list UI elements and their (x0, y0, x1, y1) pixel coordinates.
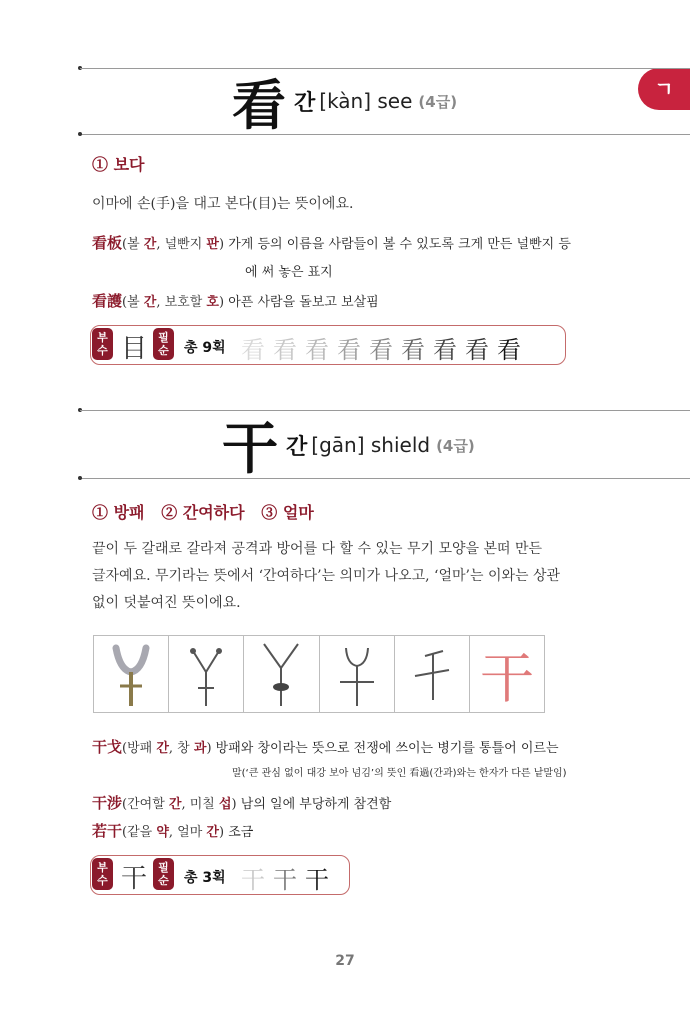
word-gloss: (볼 간, 보호할 호) (122, 295, 225, 310)
page-number: 27 (335, 953, 355, 969)
word-hanja: 看護 (92, 292, 123, 310)
stroke-order-badge: 필 순 (153, 328, 174, 360)
word-hanja: 看板 (92, 234, 123, 252)
evolution-stage-4 (320, 636, 395, 712)
entry1-stroke-sequence (240, 330, 522, 365)
rule-dot (78, 132, 82, 136)
stroke-step: 看 (241, 336, 265, 364)
brush-glyph-icon (395, 636, 469, 712)
entry2-word-1-cont: 말(‘큰 관심 없이 대강 보아 넘김’의 뜻인 看過(간과)와는 한자가 다른 낱말임) (232, 768, 567, 779)
word-gloss: (간여할 간, 미칠 섭) (122, 797, 237, 812)
evolution-modern-hanja: 干 (479, 646, 534, 710)
stroke-step: 看 (337, 336, 361, 364)
stroke-order-badge: 필 순 (153, 858, 174, 890)
word-gloss: (볼 간, 널빤지 판) (122, 237, 225, 252)
word-definition: 방패와 창이라는 뜻으로 전쟁에 쓰이는 병기를 통틀어 이르는 (215, 741, 559, 756)
stroke-step: 看 (305, 336, 329, 364)
forked-weapon-glyph-icon (244, 636, 318, 712)
word-definition: 조금 (228, 825, 254, 840)
entry1-word-1-cont: 에 써 놓은 표지 (245, 265, 333, 280)
stroke-step: 看 (465, 336, 489, 364)
word-definition: 남의 일에 부당하게 참견함 (240, 797, 392, 812)
entry2-header (222, 414, 475, 482)
explanation-line: 없이 덧붙여진 뜻이에요. (92, 595, 241, 611)
entry2-explanation (92, 536, 612, 617)
entry2-meanings: ① 방패 ② 간여하다 ③ 얼마 (92, 503, 314, 522)
header-rule-top (80, 410, 690, 411)
stroke-step: 看 (497, 336, 521, 364)
entry1-radical: 目 (121, 334, 148, 364)
entry2-word-1 (92, 736, 559, 757)
evolution-stage-2 (169, 636, 244, 712)
word-hanja: 干戈 (92, 738, 123, 756)
stroke-step: 干 (273, 866, 297, 894)
entry2-level: (4급) (436, 436, 475, 455)
header-rule-top (80, 68, 690, 69)
header-rule-bottom (80, 478, 690, 479)
section-tab-giyeok: ㄱ (638, 68, 690, 110)
word-hanja: 干涉 (92, 794, 123, 812)
character-evolution-grid (93, 635, 545, 713)
stroke-step: 看 (401, 336, 425, 364)
entry2-reading: 간 (286, 434, 308, 460)
entry1-level: (4급) (418, 92, 458, 111)
entry1-explanation: 이마에 손(手)을 대고 본다(目)는 뜻이에요. (92, 196, 354, 212)
evolution-stage-1 (94, 636, 169, 712)
forked-weapon-glyph-icon (169, 636, 243, 712)
entry2-word-3 (92, 820, 253, 841)
entry1-word-1 (92, 232, 571, 253)
word-gloss: (같을 약, 얼마 간) (122, 825, 225, 840)
evolution-stage-3 (244, 636, 319, 712)
stroke-step: 看 (273, 336, 297, 364)
entry1-header (232, 70, 458, 137)
entry2-hanja: 干 (222, 416, 278, 482)
rule-dot (78, 476, 82, 480)
entry1-meanings: ① 보다 (92, 155, 145, 174)
word-definition: 아픈 사람을 돌보고 보살핌 (228, 295, 379, 310)
stroke-step: 看 (433, 336, 457, 364)
entry2-radical: 干 (121, 864, 148, 894)
entry1-pronunciation: [kàn] see (319, 89, 413, 113)
word-hanja: 若干 (92, 822, 123, 840)
radical-badge: 부 수 (92, 858, 113, 890)
explanation-line: 끝이 두 갈래로 갈라져 공격과 방어를 다 할 수 있는 무기 모양을 본떠 만든 (92, 541, 543, 557)
entry2-stroke-total: 총 3획 (184, 870, 226, 886)
header-rule-bottom (80, 134, 690, 135)
entry2-word-2 (92, 792, 391, 813)
shield-glyph-icon (94, 636, 168, 712)
explanation-line: 글자예요. 무기라는 뜻에서 ‘간여하다’는 의미가 나오고, ‘얼마’는 이와는 상관 (92, 568, 561, 584)
evolution-stage-6 (470, 636, 544, 712)
evolution-stage-5 (395, 636, 470, 712)
word-definition: 가게 등의 이름을 사람들이 볼 수 있도록 크게 만든 널빤지 등 (228, 237, 571, 252)
entry1-word-2 (92, 290, 379, 311)
stroke-step: 干 (305, 866, 329, 894)
entry1-stroke-total: 총 9획 (184, 340, 226, 356)
word-gloss: (방패 간, 창 과) (122, 741, 212, 756)
radical-badge: 부 수 (92, 328, 113, 360)
stroke-step: 干 (241, 866, 265, 894)
entry1-reading: 간 (294, 90, 316, 116)
entry2-stroke-sequence (240, 860, 330, 895)
forked-weapon-glyph-icon (320, 636, 394, 712)
entry1-hanja: 看 (232, 72, 286, 137)
stroke-step: 看 (369, 336, 393, 364)
entry2-pronunciation: [gān] shield (311, 433, 431, 457)
